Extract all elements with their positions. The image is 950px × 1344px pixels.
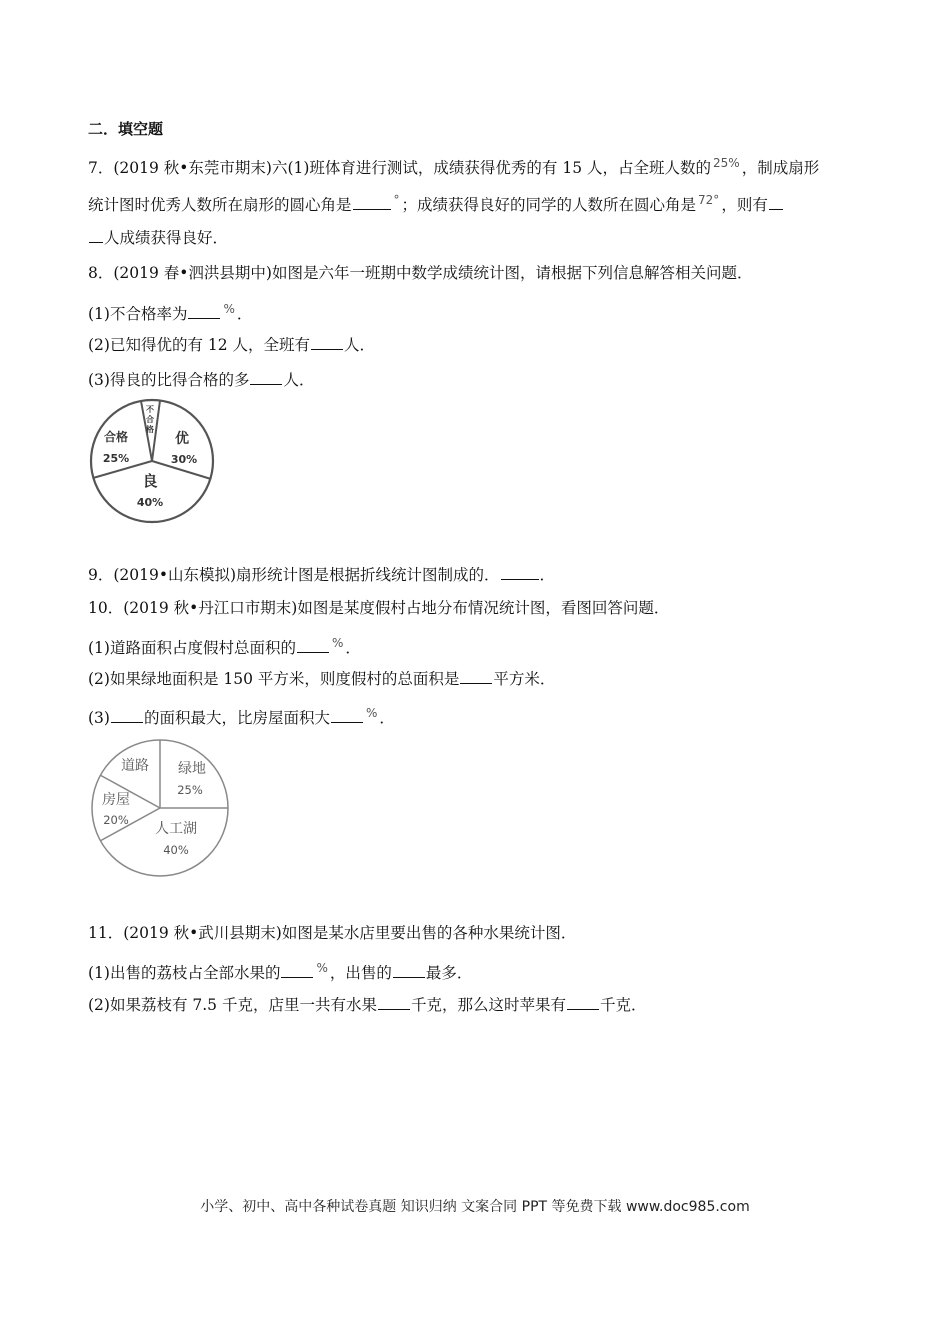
q11-text: 千克，那么这时苹果有 <box>410 996 566 1014</box>
slice-label-fangwu: 房屋 <box>102 792 130 808</box>
slice-pct-liang: 40% <box>136 496 164 509</box>
answer-blank[interactable] <box>393 961 425 978</box>
answer-blank[interactable] <box>378 993 410 1010</box>
q8-text: 人． <box>344 336 376 354</box>
q7-degree: ° <box>393 193 400 207</box>
q11-text: ，出售的 <box>329 964 392 982</box>
answer-blank[interactable] <box>460 667 492 684</box>
q10-text: (2)如果绿地面积是 150 平方米，则度假村的总面积是 <box>88 670 460 688</box>
q11-text: 最多． <box>425 964 473 982</box>
q11-part-1 <box>88 957 472 984</box>
q7-line-1 <box>88 152 819 179</box>
answer-blank[interactable] <box>567 993 599 1010</box>
q7-text: 人成绩获得良好． <box>104 229 229 247</box>
q11-percent: % <box>316 961 328 975</box>
slice-label-buhege: 合 <box>146 415 154 424</box>
q10-part-2 <box>88 667 555 690</box>
q7-text: ，制成扇形 <box>741 159 820 177</box>
q11-text: (2)如果荔枝有 7.5 千克，店里一共有水果 <box>88 996 377 1014</box>
q8-text: 人． <box>283 371 315 389</box>
q10-text: 的面积最大，比房屋面积大 <box>143 709 330 727</box>
answer-blank[interactable] <box>297 636 329 653</box>
q8-part-1 <box>88 298 252 325</box>
q8-text: (2)已知得优的有 12 人，全班有 <box>88 336 311 354</box>
slice-label-hu: 人工湖 <box>155 821 197 837</box>
q10-text: 平方米． <box>493 670 556 688</box>
slice-label-buhege: 格 <box>146 425 154 434</box>
answer-blank[interactable] <box>89 226 103 243</box>
page-footer: 小学、初中、高中各种试卷真题 知识归纳 文案合同 PPT 等免费下载 www.doc985.com <box>200 1199 750 1215</box>
section-title: 二．填空题 <box>88 120 164 138</box>
grade-pie-chart <box>88 398 218 524</box>
q8-text: ． <box>236 305 253 323</box>
answer-blank[interactable] <box>769 193 783 210</box>
slice-label-lvdi: 绿地 <box>178 761 206 777</box>
q7-text: ，则有 <box>721 196 768 214</box>
resort-pie-chart <box>88 738 234 882</box>
answer-blank[interactable] <box>281 961 313 978</box>
q7-line-2 <box>88 189 784 216</box>
q7-line-3 <box>88 226 228 249</box>
answer-blank[interactable] <box>353 193 391 210</box>
q11-text: 千克． <box>599 996 647 1014</box>
q7-angle: 72° <box>698 193 720 207</box>
q11-part-2 <box>88 993 647 1016</box>
q8-text: (1)不合格率为 <box>88 305 188 323</box>
slice-label-you: 优 <box>175 431 189 447</box>
q9-text: 9．(2019•山东模拟)扇形统计图是根据折线统计图制成的． <box>88 566 500 584</box>
slice-pct-lvdi: 25% <box>177 783 203 797</box>
slice-label-hege: 合格 <box>103 430 129 444</box>
answer-blank[interactable] <box>188 302 220 319</box>
slice-label-buhege: 不 <box>146 405 154 414</box>
q8-percent: % <box>223 302 235 316</box>
slice-label-liang: 良 <box>142 472 158 490</box>
q10-text: (3) <box>88 709 110 727</box>
answer-blank[interactable] <box>111 706 143 723</box>
q10-percent: % <box>365 706 378 720</box>
answer-blank[interactable] <box>311 333 343 350</box>
q7-percent: 25% <box>713 156 740 170</box>
question-9 <box>88 563 555 586</box>
slice-pct-you: 30% <box>170 453 198 466</box>
q8-part-3 <box>88 368 314 391</box>
q10-text: ． <box>379 709 395 727</box>
q10-text: (1)道路面积占度假村总面积的 <box>88 639 296 657</box>
slice-pct-fangwu: 20% <box>103 813 129 827</box>
q10-part-1 <box>88 632 361 659</box>
q8-line-1: 8．(2019 春•泗洪县期中)如图是六年一班期中数学成绩统计图，请根据下列信息解答相关问题． <box>88 264 753 282</box>
q8-text: (3)得良的比得合格的多 <box>88 371 250 389</box>
q11-line-1: 11．(2019 秋•武川县期末)如图是某水店里要出售的各种水果统计图． <box>88 924 577 942</box>
q7-text: 7．(2019 秋•东莞市期末)六(1)班体育进行测试，成绩获得优秀的有 15 人，占全班人数的 <box>88 159 712 177</box>
q11-text: (1)出售的荔枝占全部水果的 <box>88 964 281 982</box>
answer-blank[interactable] <box>501 563 539 580</box>
q10-line-1: 10．(2019 秋•丹江口市期末)如图是某度假村占地分布情况统计图，看图回答问题． <box>88 599 670 617</box>
q7-text: 统计图时优秀人数所在扇形的圆心角是 <box>88 196 352 214</box>
q10-part-3 <box>88 702 395 729</box>
answer-blank[interactable] <box>250 368 282 385</box>
answer-blank[interactable] <box>331 706 363 723</box>
q9-text: ． <box>539 566 556 584</box>
slice-pct-hege: 25% <box>102 452 130 465</box>
slice-label-daolu: 道路 <box>121 758 149 774</box>
q10-percent: % <box>331 636 344 650</box>
q10-text: ． <box>345 639 361 657</box>
q8-part-2 <box>88 333 375 356</box>
q7-text: ；成绩获得良好的同学的人数所在圆心角是 <box>401 196 697 214</box>
slice-pct-hu: 40% <box>163 843 189 857</box>
